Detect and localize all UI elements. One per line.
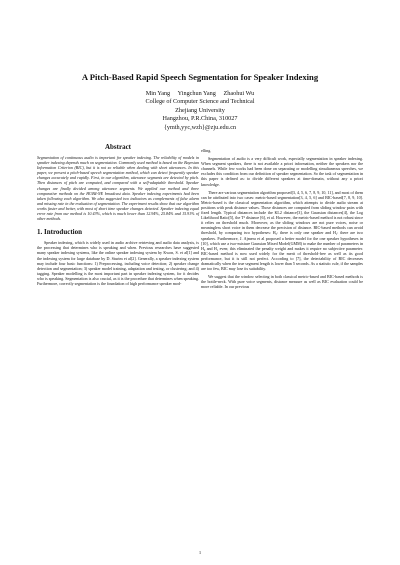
body-paragraph: We suggest that the window selecting in both classical metric-based and BIC-based methods is the bottle-neck. With pure voice segments, distance measure as well as BIC evaluation could be more reliable. In our previous <box>201 274 363 290</box>
city: Hangzhou, P.R.China, 310027 <box>162 115 238 123</box>
body-paragraph: Segmentation of audio is a very difficult work, especially segmentation in speaker indexing. When segment speakers, there is not available a priori information, neither the speakers nor the channels. While few works had been done on separating or modelling simultaneous speeches, we excludes this condition from our definition of speaker segmentation. So the task of segmentation in this paper is defined as: to divide different speakers at time-domain, without any a priori knowledge. <box>201 156 363 187</box>
abstract-text: Segmentation of continuous audio is important for speaker indexing. The reliability of models in speaker indexing depends much on segmentation. Commonly used method is based on the Bayesian Information Criterion (BIC), but it is not so reliable when dealing with short utterances. In this paper, we present a pitch-based speech segmentation method, which can detect frequently speaker changes accurately and rapidly. First, in our algorithm, utterance segments are detected by pitch. Then distances of pitch are computed, and compared with a self-adaptable threshold. Speaker changes are finally decided among utterance segments. We applied our method and three comparative methods on the HUB4-NE broadcast data. Speaker indexing experiments had been taken following each algorithm. We also suggested two indicators as complements of false alarm and missing rate in the evaluation of segmentation. The experiment results show that our algorithm works faster and better, with most of short time speaker changes detected. Speaker indexing equal error rate from our method is 10.43%, which is much lower than 12.94%, 25.84% and 15.91% of other methods. <box>37 155 199 222</box>
introduction-paragraph: Speaker indexing, which is widely used in audio archive retrieving and audio data analysis, is the processing that determines who is speaking and when. Previous researches have suggested many speaker indexing systems, like the online speaker indexing system by Kwon, S. et al[1] and the indexing system for large database by D. Sturim et al[2]. Generally, a speaker indexing system may include four basic functions: 1) Preprocessing, including voice detection; 2) speaker change detection and segmentation; 3) speaker model training, adaptation and testing, or clustering; and 4) tagging. Speaker modelling is the most important part in speaker indexing system, for it decides who is speaking. Segmentation is also crucial, as it is the procedure that determines when speaking. Furthermore, correctly segmentation is the foundation of high performance speaker mod- <box>37 240 199 286</box>
university: Zhejiang University <box>175 106 225 114</box>
introduction-section <box>37 227 199 286</box>
introduction-continuation: elling. <box>201 148 212 153</box>
author-names: Min Yang Yingchun Yang Zhaohui Wu <box>145 90 255 97</box>
body-paragraph: There are various segmentation algorithm proposed[3, 4, 5, 6, 7, 8, 9, 10, 11], and most of them can be attributed into two cases: metric-based segmentation[3, 4, 5, 6] and BIC-based[7, 8, 9, 10]. Metric-based is the classical segmentation algorithm, which attempts to divide audio stream at positions with peak distance values. Those distances are computed from sliding window pairs with fixed length. Typical distances include the KL2 distance[3], the Gaussian distances[4], the Log Likelihood Ratio[5], the T² distance [6], et al. However, the metric-based method is not robust since it relies on threshold much. Moreover, as the sliding windows are not pure voices, noise or meaningless short voice in them decrease the precision of distance. BIC-based methods can avoid threshold, by comparing two hypotheses: H₀: there is only one speaker and H₁: there are two speakers. Furthermore, J. Ajmera et al proposed a better model for the one speaker hypotheses in [10], which use a two-mixture Gaussian Mixed Model(GMM) to make the number of parameters in H₀ and H₁ even; this eliminated the penalty weight and makes it require no subjective parameter. BIC-based method is now used widely for the merit of threshold-free as well as its good performance, but it is still not perfect. According to [7], the detectability of BIC decreases dramatically when the true segment length is lower than 5 seconds. As a statistic rule, if the samples are too few, BIC may lose its suitability. <box>201 189 363 272</box>
author-block <box>60 90 340 132</box>
right-column <box>201 148 363 290</box>
left-column <box>37 142 199 287</box>
abstract-section <box>37 142 199 221</box>
introduction-heading: 1. Introduction <box>37 228 82 237</box>
paper-title: A Pitch-Based Rapid Speech Segmentation for Speaker Indexing <box>81 72 319 82</box>
email: {ymth,yyc,wzh}@zju.edu.cn <box>163 123 237 131</box>
abstract-heading: Abstract <box>104 143 132 151</box>
page-number: 1 <box>198 550 202 555</box>
affiliation: College of Computer Science and Technical <box>145 98 255 106</box>
